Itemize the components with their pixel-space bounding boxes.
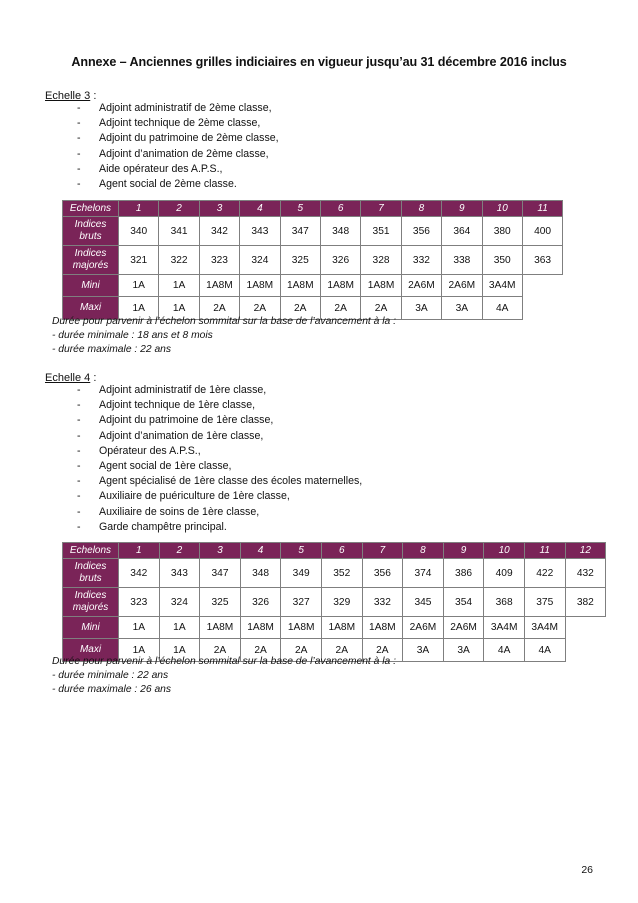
table-cell: 323 — [199, 246, 239, 275]
row-label: Maxi — [63, 639, 119, 662]
table-cell: 2A6M — [401, 275, 441, 297]
table-header-row — [63, 543, 606, 559]
table-cell: 1A8M — [320, 275, 360, 297]
bullet-dash: - — [77, 429, 81, 442]
table-cell: 356 — [401, 217, 441, 246]
grade-name: Agent social de 1ère classe, — [99, 459, 232, 472]
table-cell: 432 — [565, 559, 606, 588]
echelon-header-cell: 4 — [240, 201, 280, 217]
bullet-dash: - — [77, 177, 81, 190]
table-cell: 325 — [280, 246, 320, 275]
table-row — [63, 617, 606, 639]
grade-name: Adjoint technique de 1ère classe, — [99, 399, 256, 412]
table-row — [63, 217, 563, 246]
grade-list-item — [77, 147, 279, 162]
table-cell: 348 — [320, 217, 360, 246]
table-cell: 341 — [159, 217, 199, 246]
grade-name: Aide opérateur des A.P.S., — [99, 162, 223, 175]
echelon-header-cell: 11 — [524, 543, 565, 559]
grade-name: Adjoint du patrimoine de 1ère classe, — [99, 414, 274, 427]
table-cell: 351 — [361, 217, 401, 246]
echelon-header-cell: 7 — [362, 543, 403, 559]
grade-name: Adjoint d’animation de 2ème classe, — [99, 147, 269, 160]
echelon-header-cell: 2 — [159, 543, 200, 559]
table-cell: 2A — [240, 639, 281, 662]
table-cell: 422 — [524, 559, 565, 588]
table-cell: 323 — [119, 588, 160, 617]
duration-note-intro: Durée pour parvenir à l’échelon sommital sur la base de l’avancement à la : — [52, 656, 396, 667]
row-label: Indices majorés — [63, 246, 119, 275]
echelle4-heading-colon: : — [90, 372, 97, 384]
echelon-header-cell: 6 — [321, 543, 362, 559]
echelle4-notes — [52, 655, 396, 696]
echelon-header-cell: 9 — [442, 201, 482, 217]
table-cell: 1A8M — [199, 275, 239, 297]
grade-list-item — [77, 162, 279, 177]
table-cell: 1A8M — [362, 617, 403, 639]
bullet-dash: - — [77, 102, 81, 114]
grade-list-item — [77, 444, 362, 459]
table-cell: 1A — [159, 617, 200, 639]
echelon-header-cell: 5 — [280, 201, 320, 217]
bullet-dash: - — [77, 505, 81, 518]
duration-note-line: - durée maximale : 26 ans — [52, 683, 172, 695]
echelon-header-cell: 3 — [199, 201, 239, 217]
table-header-row — [63, 201, 563, 217]
table-cell: 2A — [199, 297, 239, 320]
table-cell: 324 — [159, 588, 200, 617]
echelon-header-cell: 11 — [522, 201, 562, 217]
table-cell: 356 — [362, 559, 403, 588]
table-cell: 1A — [159, 275, 199, 297]
empty-cell — [522, 297, 562, 320]
table-cell: 1A8M — [240, 275, 280, 297]
table-cell: 3A — [443, 639, 484, 662]
row-label: Indices bruts — [63, 217, 119, 246]
echelle3-heading-label: Echelle 3 — [45, 90, 91, 102]
echelon-header-cell: 1 — [119, 201, 159, 217]
row-label: Mini — [63, 275, 119, 297]
bullet-dash: - — [77, 520, 81, 533]
table-cell: 343 — [240, 217, 280, 246]
echelon-header-cell: 3 — [200, 543, 241, 559]
grade-name: Adjoint technique de 2ème classe, — [99, 117, 261, 130]
bullet-dash: - — [77, 490, 81, 503]
grade-list-item — [77, 101, 279, 116]
echelon-header-cell: 1 — [119, 543, 160, 559]
table-cell: 1A8M — [361, 275, 401, 297]
echelon-header-cell: 12 — [565, 543, 606, 559]
echelon-header-cell: 5 — [281, 543, 322, 559]
table-cell: 326 — [240, 588, 281, 617]
grade-list-item — [77, 505, 362, 520]
grade-list-item — [77, 131, 279, 146]
bullet-dash: - — [77, 399, 81, 412]
grade-name: Auxiliaire de soins de 1ère classe, — [99, 505, 260, 518]
table-cell: 340 — [119, 217, 159, 246]
table-row — [63, 275, 563, 297]
table-cell: 348 — [240, 559, 281, 588]
echelon-header-cell: 6 — [320, 201, 360, 217]
table-cell: 2A — [200, 639, 241, 662]
table-cell: 1A — [119, 617, 160, 639]
table-cell: 1A — [119, 275, 159, 297]
grade-name: Auxiliaire de puériculture de 1ère classe, — [99, 490, 290, 503]
table-cell: 321 — [119, 246, 159, 275]
bullet-dash: - — [77, 414, 81, 427]
table-cell: 1A8M — [240, 617, 281, 639]
table-row — [63, 588, 606, 617]
row-label: Indices majorés — [63, 588, 119, 617]
row-label: Mini — [63, 617, 119, 639]
table-cell: 338 — [442, 246, 482, 275]
table-cell: 364 — [442, 217, 482, 246]
grade-list-item — [77, 413, 362, 428]
echelle3-notes — [52, 315, 396, 356]
bullet-dash: - — [77, 384, 81, 396]
table-cell: 322 — [159, 246, 199, 275]
grade-name: Adjoint administratif de 1ère classe, — [99, 384, 267, 396]
grade-name: Agent spécialisé de 1ère classe des écoles maternelles, — [99, 475, 363, 488]
table-cell: 342 — [119, 559, 160, 588]
table-cell: 2A6M — [443, 617, 484, 639]
echelon-header-cell: 9 — [443, 543, 484, 559]
bullet-dash: - — [77, 162, 81, 175]
duration-note-line: - durée maximale : 22 ans — [52, 343, 172, 355]
grade-name: Agent social de 2ème classe. — [99, 177, 237, 190]
table-cell: 3A — [403, 639, 444, 662]
table-cell: 325 — [200, 588, 241, 617]
echelon-header-cell: 7 — [361, 201, 401, 217]
grade-list-item — [77, 398, 362, 413]
page-title: Annexe – Anciennes grilles indiciaires en vigueur jusqu’au 31 décembre 2016 inclus — [71, 55, 567, 69]
table-cell: 4A — [484, 639, 525, 662]
table-cell: 2A — [321, 639, 362, 662]
table-cell: 2A — [280, 297, 320, 320]
grade-list-item — [77, 520, 362, 535]
table-cell: 409 — [484, 559, 525, 588]
grade-name: Adjoint d’animation de 1ère classe, — [99, 429, 264, 442]
echelon-header-cell: 4 — [240, 543, 281, 559]
table-cell: 400 — [522, 217, 562, 246]
echelon-header-cell: 10 — [484, 543, 525, 559]
echelon-header-cell: 8 — [401, 201, 441, 217]
table-cell: 3A — [401, 297, 441, 320]
grade-list-item — [77, 459, 362, 474]
table-cell: 328 — [361, 246, 401, 275]
empty-cell — [522, 275, 562, 297]
table-cell: 380 — [482, 217, 522, 246]
table-cell: 343 — [159, 559, 200, 588]
table-cell: 4A — [482, 297, 522, 320]
grade-list-item — [77, 383, 362, 398]
echelon-header-cell: 2 — [159, 201, 199, 217]
grade-list-item — [77, 474, 362, 489]
table-cell: 386 — [443, 559, 484, 588]
echelle3-grade-list — [77, 101, 279, 192]
grade-list-item — [77, 116, 279, 131]
table-cell: 1A — [159, 297, 199, 320]
table-cell: 345 — [403, 588, 444, 617]
table-cell: 342 — [199, 217, 239, 246]
table-cell: 1A — [119, 297, 159, 320]
bullet-dash: - — [77, 132, 81, 145]
echelle3-heading-colon: : — [90, 90, 97, 102]
echelle3-table — [62, 200, 563, 320]
table-cell: 1A — [159, 639, 200, 662]
table-cell: 368 — [484, 588, 525, 617]
table-cell: 329 — [321, 588, 362, 617]
table-cell: 352 — [321, 559, 362, 588]
echelon-header-cell: 8 — [403, 543, 444, 559]
table-cell: 363 — [522, 246, 562, 275]
page-number: 26 — [581, 864, 593, 876]
grade-name: Adjoint du patrimoine de 2ème classe, — [99, 132, 279, 145]
row-label: Indices bruts — [63, 559, 119, 588]
table-cell: 1A — [119, 639, 160, 662]
bullet-dash: - — [77, 147, 81, 160]
table-cell: 2A6M — [403, 617, 444, 639]
table-cell: 324 — [240, 246, 280, 275]
table-cell: 349 — [281, 559, 322, 588]
table-cell: 2A6M — [442, 275, 482, 297]
grade-name: Garde champêtre principal. — [99, 520, 227, 533]
table-cell: 382 — [565, 588, 606, 617]
table-cell: 1A8M — [280, 275, 320, 297]
table-cell: 354 — [443, 588, 484, 617]
bullet-dash: - — [77, 444, 81, 457]
table-cell: 1A8M — [281, 617, 322, 639]
table-cell: 327 — [281, 588, 322, 617]
table-cell: 332 — [362, 588, 403, 617]
table-row — [63, 246, 563, 275]
duration-note-intro: Durée pour parvenir à l’échelon sommital sur la base de l’avancement à la : — [52, 316, 396, 327]
bullet-dash: - — [77, 117, 81, 130]
table-cell: 3A4M — [484, 617, 525, 639]
table-cell: 347 — [200, 559, 241, 588]
empty-cell — [565, 639, 606, 662]
bullet-dash: - — [77, 459, 81, 472]
table-cell: 1A8M — [321, 617, 362, 639]
duration-note-line: - durée minimale : 18 ans et 8 mois — [52, 329, 213, 341]
grade-name: Adjoint administratif de 2ème classe, — [99, 102, 272, 114]
echelle4-heading-label: Echelle 4 — [45, 372, 91, 384]
table-cell: 350 — [482, 246, 522, 275]
row-label: Maxi — [63, 297, 119, 320]
duration-note-line: - durée minimale : 22 ans — [52, 669, 169, 681]
table-cell: 2A — [240, 297, 280, 320]
table-cell: 2A — [361, 297, 401, 320]
table-row — [63, 559, 606, 588]
echelle4-table — [62, 542, 606, 662]
bullet-dash: - — [77, 475, 81, 488]
echelons-header: Echelons — [63, 201, 119, 217]
table-cell: 3A4M — [524, 617, 565, 639]
table-cell: 2A — [281, 639, 322, 662]
empty-cell — [565, 617, 606, 639]
table-cell: 374 — [403, 559, 444, 588]
table-cell: 1A8M — [200, 617, 241, 639]
table-cell: 326 — [320, 246, 360, 275]
table-cell: 4A — [524, 639, 565, 662]
table-cell: 3A4M — [482, 275, 522, 297]
echelons-header: Echelons — [63, 543, 119, 559]
table-cell: 2A — [320, 297, 360, 320]
table-cell: 3A — [442, 297, 482, 320]
echelon-header-cell: 10 — [482, 201, 522, 217]
table-cell: 347 — [280, 217, 320, 246]
table-cell: 375 — [524, 588, 565, 617]
grade-list-item — [77, 429, 362, 444]
table-cell: 2A — [362, 639, 403, 662]
grade-list-item — [77, 177, 279, 192]
table-cell: 332 — [401, 246, 441, 275]
echelle4-grade-list — [77, 383, 362, 535]
grade-list-item — [77, 489, 362, 504]
grade-name: Opérateur des A.P.S., — [99, 444, 201, 457]
